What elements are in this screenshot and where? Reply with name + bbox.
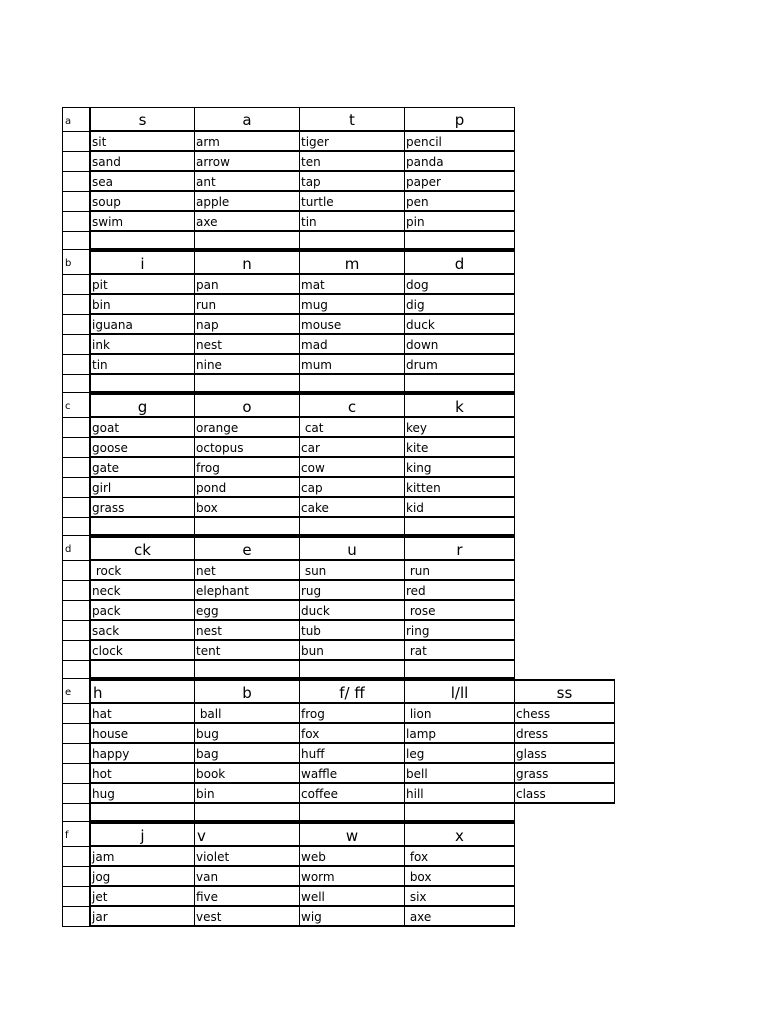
word-cell: axe — [405, 907, 515, 927]
group-e — [62, 679, 615, 822]
word-cell: huff — [300, 744, 405, 764]
row-label-cell — [62, 275, 90, 295]
empty-cell — [300, 661, 405, 679]
sound-header: l/ll — [405, 679, 515, 704]
word-cell: lamp — [405, 724, 515, 744]
word-cell: axe — [195, 212, 300, 232]
row-label-cell — [62, 518, 90, 536]
row-label-cell — [62, 335, 90, 355]
word-row — [62, 704, 615, 724]
word-row — [62, 212, 615, 232]
word-row — [62, 418, 615, 438]
group-d — [62, 536, 615, 679]
word-cell: violet — [195, 847, 300, 867]
word-cell: arrow — [195, 152, 300, 172]
group-label: c — [62, 393, 90, 418]
word-cell: mad — [300, 335, 405, 355]
word-cell: tin — [90, 355, 195, 375]
empty-cell — [90, 232, 195, 250]
word-cell: rock — [90, 561, 195, 581]
row-label-cell — [62, 418, 90, 438]
word-cell: rug — [300, 581, 405, 601]
row-label-cell — [62, 641, 90, 661]
sound-header: f/ ff — [300, 679, 405, 704]
word-row — [62, 764, 615, 784]
word-cell: girl — [90, 478, 195, 498]
row-label-cell — [62, 764, 90, 784]
word-cell: bell — [405, 764, 515, 784]
word-cell: jar — [90, 907, 195, 927]
word-cell: glass — [515, 744, 615, 764]
word-cell: run — [195, 295, 300, 315]
word-cell: chess — [515, 704, 615, 724]
sound-header: s — [90, 107, 195, 132]
word-cell: web — [300, 847, 405, 867]
word-cell: pond — [195, 478, 300, 498]
word-cell: ink — [90, 335, 195, 355]
word-cell: happy — [90, 744, 195, 764]
word-cell: turtle — [300, 192, 405, 212]
spacer-row — [62, 804, 615, 822]
word-cell: ring — [405, 621, 515, 641]
word-cell: nine — [195, 355, 300, 375]
word-cell: bug — [195, 724, 300, 744]
header-row — [62, 822, 615, 847]
word-cell: bun — [300, 641, 405, 661]
word-row — [62, 275, 615, 295]
word-cell: cow — [300, 458, 405, 478]
sound-header: w — [300, 822, 405, 847]
group-a — [62, 107, 615, 250]
empty-cell — [90, 804, 195, 822]
word-cell: mouse — [300, 315, 405, 335]
word-row — [62, 478, 615, 498]
group-label: a — [62, 107, 90, 132]
word-cell: wig — [300, 907, 405, 927]
word-cell: leg — [405, 744, 515, 764]
row-label-cell — [62, 621, 90, 641]
word-cell: duck — [300, 601, 405, 621]
word-cell: pencil — [405, 132, 515, 152]
word-row — [62, 744, 615, 764]
spacer-row — [62, 518, 615, 536]
word-cell: cake — [300, 498, 405, 518]
word-cell: car — [300, 438, 405, 458]
row-label-cell — [62, 172, 90, 192]
word-cell: drum — [405, 355, 515, 375]
word-cell: egg — [195, 601, 300, 621]
sound-header: v — [195, 822, 300, 847]
word-cell: down — [405, 335, 515, 355]
word-cell: tap — [300, 172, 405, 192]
word-cell: arm — [195, 132, 300, 152]
sound-header: p — [405, 107, 515, 132]
word-row — [62, 887, 615, 907]
word-cell: mum — [300, 355, 405, 375]
word-row — [62, 295, 615, 315]
word-cell: lion — [405, 704, 515, 724]
word-cell: ant — [195, 172, 300, 192]
word-cell: pen — [405, 192, 515, 212]
row-label-cell — [62, 561, 90, 581]
sound-header: h — [90, 679, 195, 704]
empty-cell — [90, 375, 195, 393]
word-cell: hat — [90, 704, 195, 724]
word-cell: kid — [405, 498, 515, 518]
word-cell: pack — [90, 601, 195, 621]
row-label-cell — [62, 315, 90, 335]
empty-cell — [195, 518, 300, 536]
word-row — [62, 172, 615, 192]
word-cell: cap — [300, 478, 405, 498]
spacer-row — [62, 375, 615, 393]
word-cell: elephant — [195, 581, 300, 601]
word-cell: pan — [195, 275, 300, 295]
row-label-cell — [62, 907, 90, 927]
spacer-row — [62, 232, 615, 250]
word-cell: cat — [300, 418, 405, 438]
word-cell: octopus — [195, 438, 300, 458]
word-cell: book — [195, 764, 300, 784]
word-cell: mug — [300, 295, 405, 315]
row-label-cell — [62, 152, 90, 172]
row-label-cell — [62, 132, 90, 152]
word-cell: orange — [195, 418, 300, 438]
word-cell: worm — [300, 867, 405, 887]
row-label-cell — [62, 581, 90, 601]
word-cell: dog — [405, 275, 515, 295]
word-cell: tent — [195, 641, 300, 661]
group-label: b — [62, 250, 90, 275]
word-row — [62, 335, 615, 355]
sound-header: e — [195, 536, 300, 561]
word-cell: dig — [405, 295, 515, 315]
sound-header: j — [90, 822, 195, 847]
group-label: f — [62, 822, 90, 847]
word-cell: coffee — [300, 784, 405, 804]
word-row — [62, 621, 615, 641]
sound-header: k — [405, 393, 515, 418]
row-label-cell — [62, 724, 90, 744]
word-cell: sea — [90, 172, 195, 192]
word-row — [62, 784, 615, 804]
word-cell: bag — [195, 744, 300, 764]
sound-header: d — [405, 250, 515, 275]
word-cell: panda — [405, 152, 515, 172]
word-cell: sun — [300, 561, 405, 581]
word-cell: ball — [195, 704, 300, 724]
empty-cell — [405, 661, 515, 679]
row-label-cell — [62, 212, 90, 232]
empty-cell — [405, 375, 515, 393]
word-cell: rat — [405, 641, 515, 661]
sound-header: c — [300, 393, 405, 418]
word-cell: king — [405, 458, 515, 478]
word-cell: fox — [405, 847, 515, 867]
row-label-cell — [62, 438, 90, 458]
empty-cell — [405, 518, 515, 536]
sound-header: ck — [90, 536, 195, 561]
word-row — [62, 601, 615, 621]
word-cell: van — [195, 867, 300, 887]
word-cell: jet — [90, 887, 195, 907]
row-label-cell — [62, 784, 90, 804]
group-label: d — [62, 536, 90, 561]
word-cell: apple — [195, 192, 300, 212]
word-row — [62, 847, 615, 867]
row-label-cell — [62, 887, 90, 907]
word-row — [62, 315, 615, 335]
word-row — [62, 724, 615, 744]
empty-cell — [300, 518, 405, 536]
word-cell: soup — [90, 192, 195, 212]
sound-header: ss — [515, 679, 615, 704]
word-cell: paper — [405, 172, 515, 192]
word-cell: box — [405, 867, 515, 887]
word-cell: tub — [300, 621, 405, 641]
word-row — [62, 355, 615, 375]
group-c — [62, 393, 615, 536]
word-row — [62, 641, 615, 661]
word-cell: dress — [515, 724, 615, 744]
word-cell: kitten — [405, 478, 515, 498]
word-row — [62, 132, 615, 152]
word-cell: grass — [515, 764, 615, 784]
word-cell: six — [405, 887, 515, 907]
word-cell: sit — [90, 132, 195, 152]
row-label-cell — [62, 804, 90, 822]
empty-cell — [195, 232, 300, 250]
row-label-cell — [62, 295, 90, 315]
sound-header: t — [300, 107, 405, 132]
row-label-cell — [62, 847, 90, 867]
word-cell: mat — [300, 275, 405, 295]
word-cell: kite — [405, 438, 515, 458]
group-label: e — [62, 679, 90, 704]
header-row — [62, 393, 615, 418]
sound-header: g — [90, 393, 195, 418]
word-cell: pit — [90, 275, 195, 295]
row-label-cell — [62, 744, 90, 764]
word-cell: gate — [90, 458, 195, 478]
word-cell: ten — [300, 152, 405, 172]
empty-cell — [300, 232, 405, 250]
row-label-cell — [62, 601, 90, 621]
empty-cell — [195, 375, 300, 393]
word-cell: nap — [195, 315, 300, 335]
word-cell: sack — [90, 621, 195, 641]
word-row — [62, 581, 615, 601]
word-cell: hug — [90, 784, 195, 804]
word-cell: fox — [300, 724, 405, 744]
sound-header: m — [300, 250, 405, 275]
word-cell: net — [195, 561, 300, 581]
word-row — [62, 907, 615, 927]
sound-header: u — [300, 536, 405, 561]
word-cell: bin — [195, 784, 300, 804]
empty-cell — [405, 232, 515, 250]
word-cell: hot — [90, 764, 195, 784]
sound-header: n — [195, 250, 300, 275]
word-cell: jam — [90, 847, 195, 867]
word-cell: goat — [90, 418, 195, 438]
word-cell: vest — [195, 907, 300, 927]
word-cell: grass — [90, 498, 195, 518]
word-cell: nest — [195, 621, 300, 641]
header-row — [62, 250, 615, 275]
sound-header: x — [405, 822, 515, 847]
row-label-cell — [62, 458, 90, 478]
spacer-row — [62, 661, 615, 679]
header-row — [62, 536, 615, 561]
row-label-cell — [62, 355, 90, 375]
word-row — [62, 192, 615, 212]
word-cell: goose — [90, 438, 195, 458]
word-row — [62, 561, 615, 581]
word-cell: frog — [195, 458, 300, 478]
word-cell: box — [195, 498, 300, 518]
word-row — [62, 438, 615, 458]
word-cell: class — [515, 784, 615, 804]
row-label-cell — [62, 192, 90, 212]
word-cell: jog — [90, 867, 195, 887]
row-label-cell — [62, 661, 90, 679]
row-label-cell — [62, 704, 90, 724]
word-cell: well — [300, 887, 405, 907]
word-cell: bin — [90, 295, 195, 315]
empty-cell — [195, 661, 300, 679]
row-label-cell — [62, 498, 90, 518]
word-row — [62, 498, 615, 518]
empty-cell — [405, 804, 515, 822]
group-b — [62, 250, 615, 393]
empty-cell — [300, 375, 405, 393]
word-cell: duck — [405, 315, 515, 335]
sound-header: b — [195, 679, 300, 704]
word-cell: swim — [90, 212, 195, 232]
sound-header: i — [90, 250, 195, 275]
row-label-cell — [62, 232, 90, 250]
phonics-word-table — [62, 107, 615, 927]
word-row — [62, 458, 615, 478]
sound-header: r — [405, 536, 515, 561]
word-cell: rose — [405, 601, 515, 621]
word-row — [62, 867, 615, 887]
word-cell: pin — [405, 212, 515, 232]
empty-cell — [90, 518, 195, 536]
word-cell: run — [405, 561, 515, 581]
word-row — [62, 152, 615, 172]
word-cell: clock — [90, 641, 195, 661]
sound-header: a — [195, 107, 300, 132]
word-cell: tiger — [300, 132, 405, 152]
empty-cell — [195, 804, 300, 822]
word-cell: tin — [300, 212, 405, 232]
word-cell: sand — [90, 152, 195, 172]
word-cell: waffle — [300, 764, 405, 784]
row-label-cell — [62, 478, 90, 498]
sound-header: o — [195, 393, 300, 418]
header-row — [62, 107, 615, 132]
row-label-cell — [62, 867, 90, 887]
empty-cell — [90, 661, 195, 679]
word-cell: red — [405, 581, 515, 601]
word-cell: neck — [90, 581, 195, 601]
group-f — [62, 822, 615, 927]
word-cell: key — [405, 418, 515, 438]
word-cell: nest — [195, 335, 300, 355]
word-cell: five — [195, 887, 300, 907]
row-label-cell — [62, 375, 90, 393]
word-cell: hill — [405, 784, 515, 804]
header-row — [62, 679, 615, 704]
empty-cell — [300, 804, 405, 822]
word-cell: frog — [300, 704, 405, 724]
word-cell: iguana — [90, 315, 195, 335]
word-cell: house — [90, 724, 195, 744]
